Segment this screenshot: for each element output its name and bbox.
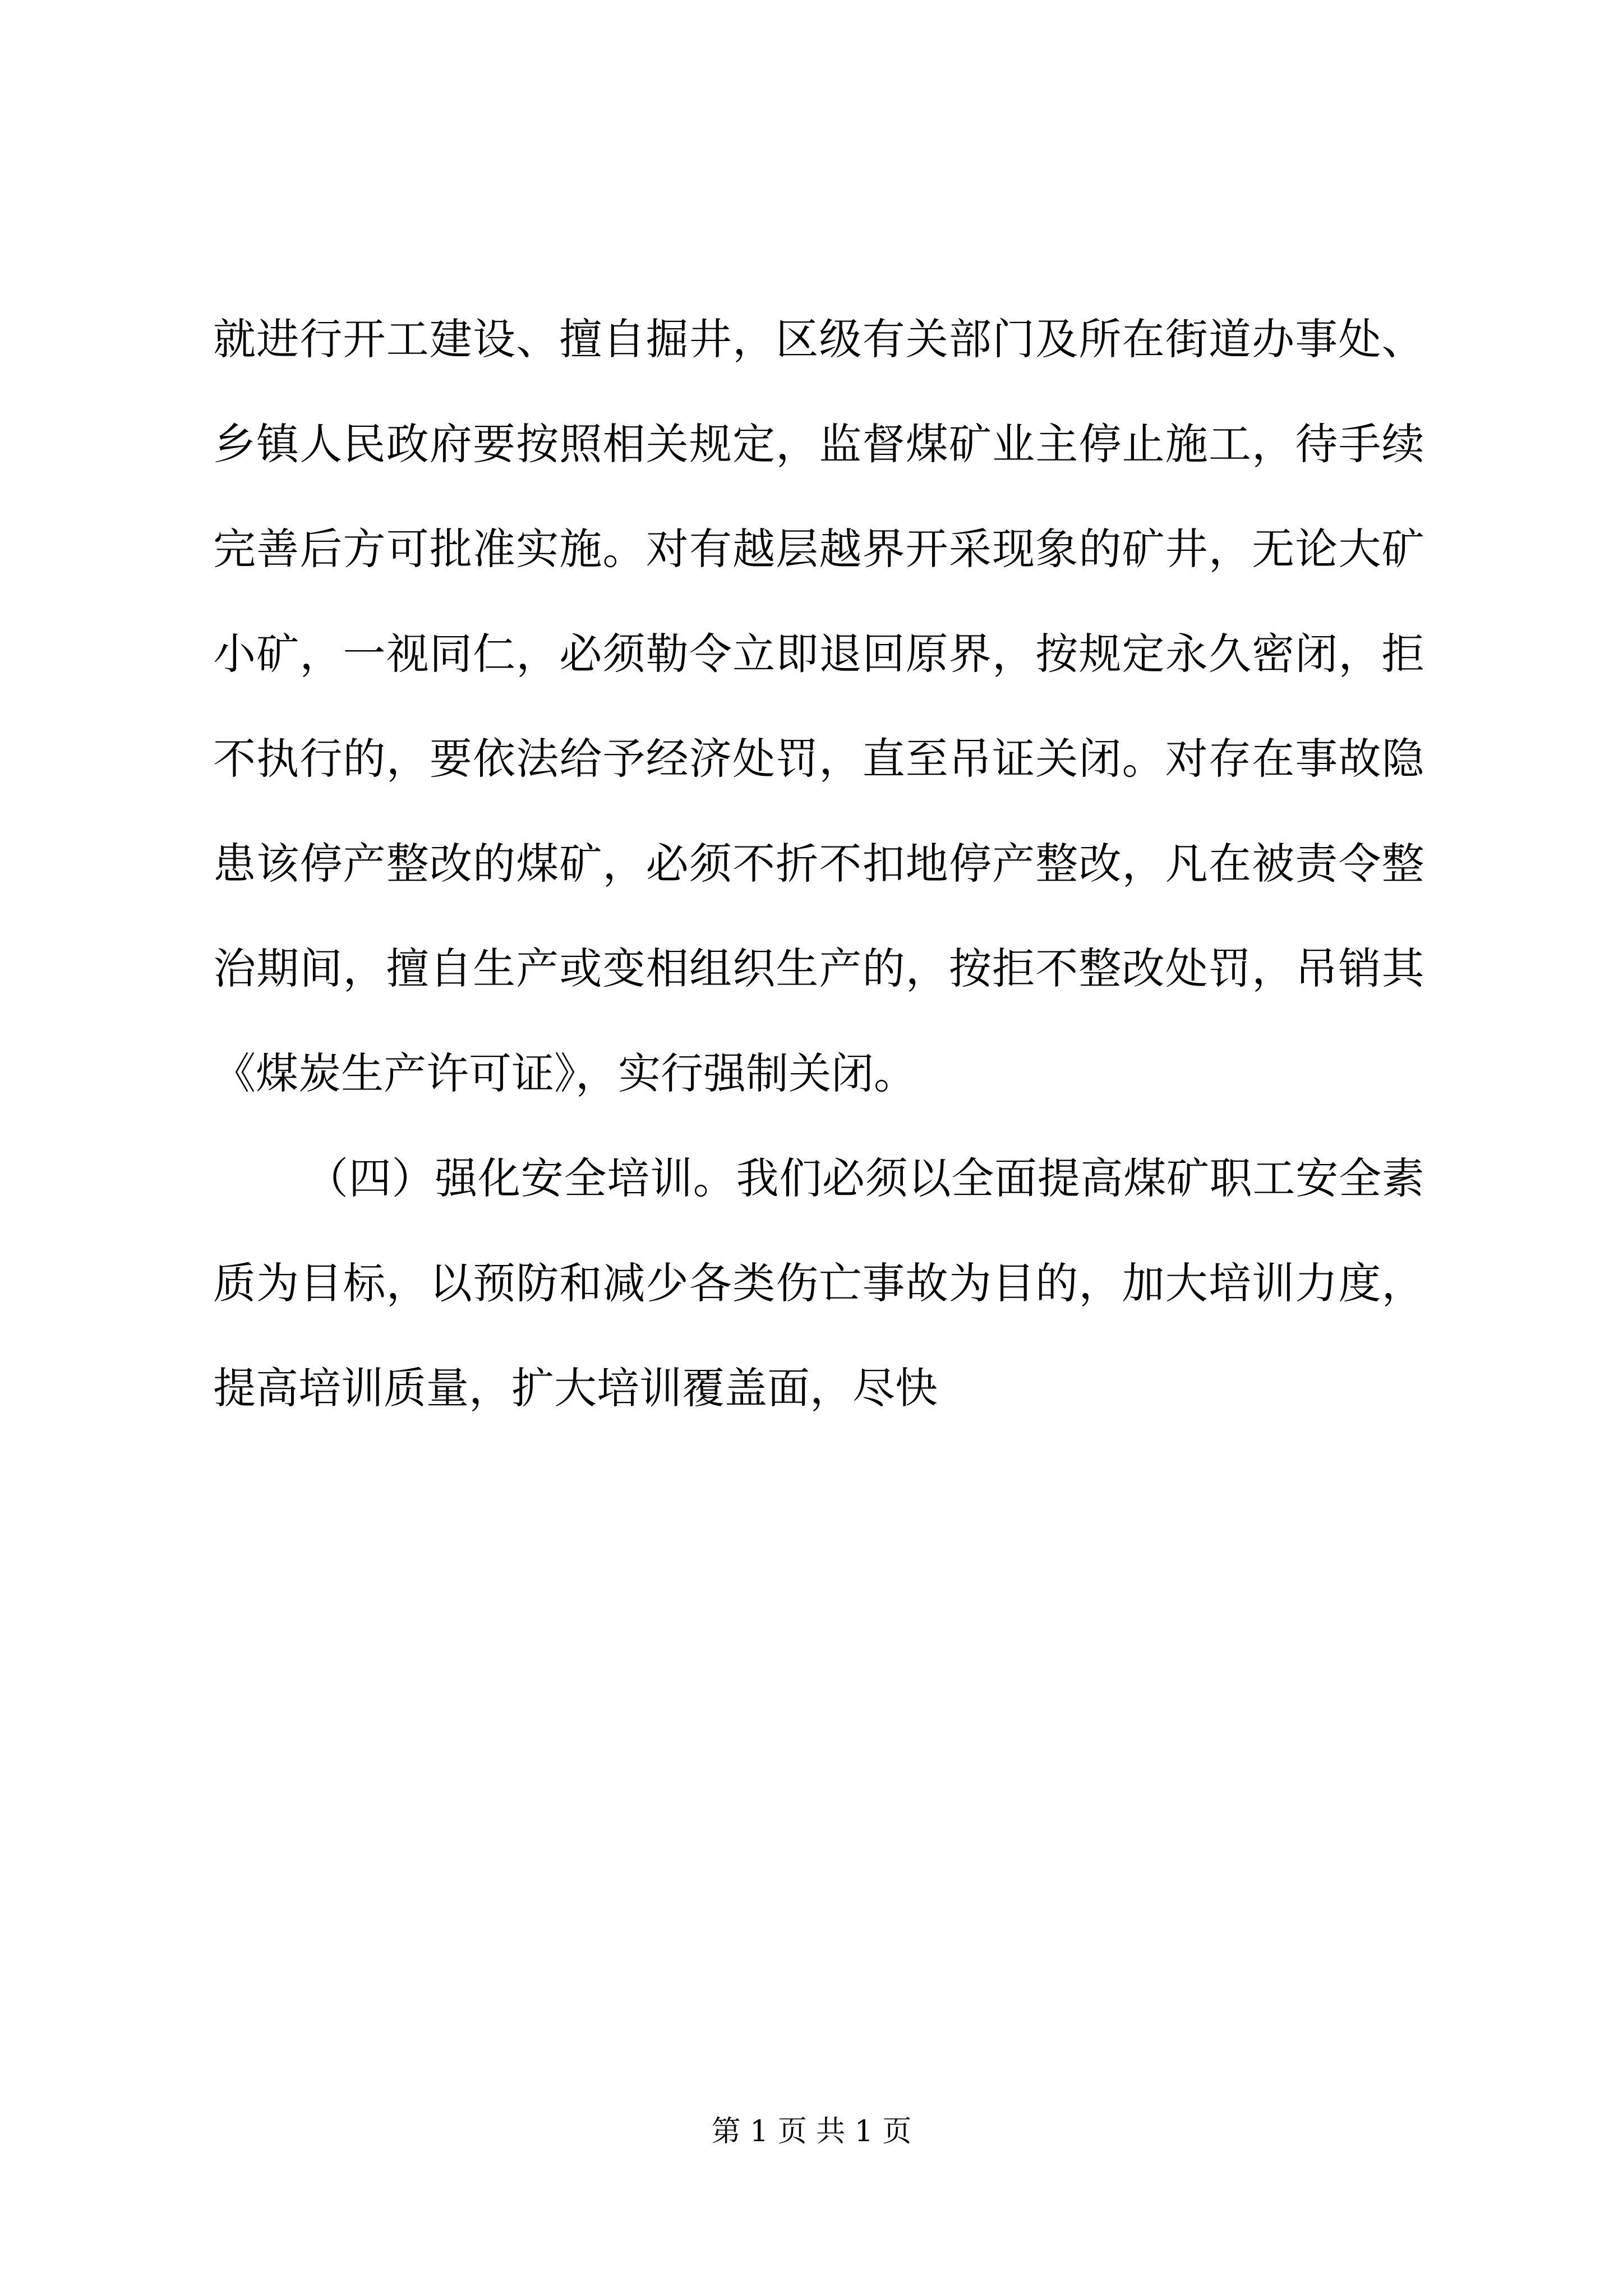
page-footer: 第 1 页 共 1 页: [711, 2115, 912, 2148]
text-line: 提高培训质量，扩大培训覆盖面，尽快: [213, 1363, 938, 1413]
text-line: 完 善 后 方 可 批 准 实 施 。 对 有 越 层 越 界 开 采 现 象 的 矿 井 ， 无 论 大 矿: [213, 524, 1424, 574]
text-line: 质 为 目 标 ， 以 预 防 和 减 少 各 类 伤 亡 事 故 为 目 的 ， 加 大 培 训 力 度 ，: [213, 1258, 1424, 1308]
text-line: 不 执 行 的 ， 要 依 法 给 予 经 济 处 罚 ， 直 至 吊 证 关 闭 。 对 存 在 事 故 隐: [213, 734, 1424, 784]
text-line: 患 该 停 产 整 改 的 煤 矿 ， 必 须 不 折 不 扣 地 停 产 整 改 ， 凡 在 被 责 令 整: [213, 839, 1424, 889]
text-line: 就 进 行 开 工 建 设 、 擅 自 掘 井 ， 区 级 有 关 部 门 及 所 在 街 道 办 事 处 、: [213, 314, 1424, 364]
text-line: 《煤炭生产许可证》，实行强制关闭。: [213, 1048, 916, 1098]
text-line: 小 矿 ， 一 视 同 仁 ， 必 须 勒 令 立 即 退 回 原 界 ， 按 规 定 永 久 密 闭 ， 拒: [213, 629, 1424, 679]
text-line: 治 期 间 ， 擅 自 生 产 或 变 相 组 织 生 产 的 ， 按 拒 不 整 改 处 罚 ， 吊 销 其: [213, 944, 1424, 993]
paragraph-heading-line: （ 四 ） 强 化 安 全 培 训 。 我 们 必 须 以 全 面 提 高 煤 矿 职 工 安 全 素: [306, 1153, 1424, 1203]
text-line: 乡 镇 人 民 政 府 要 按 照 相 关 规 定 ， 监 督 煤 矿 业 主 停 止 施 工 ， 待 手 续: [213, 419, 1424, 469]
